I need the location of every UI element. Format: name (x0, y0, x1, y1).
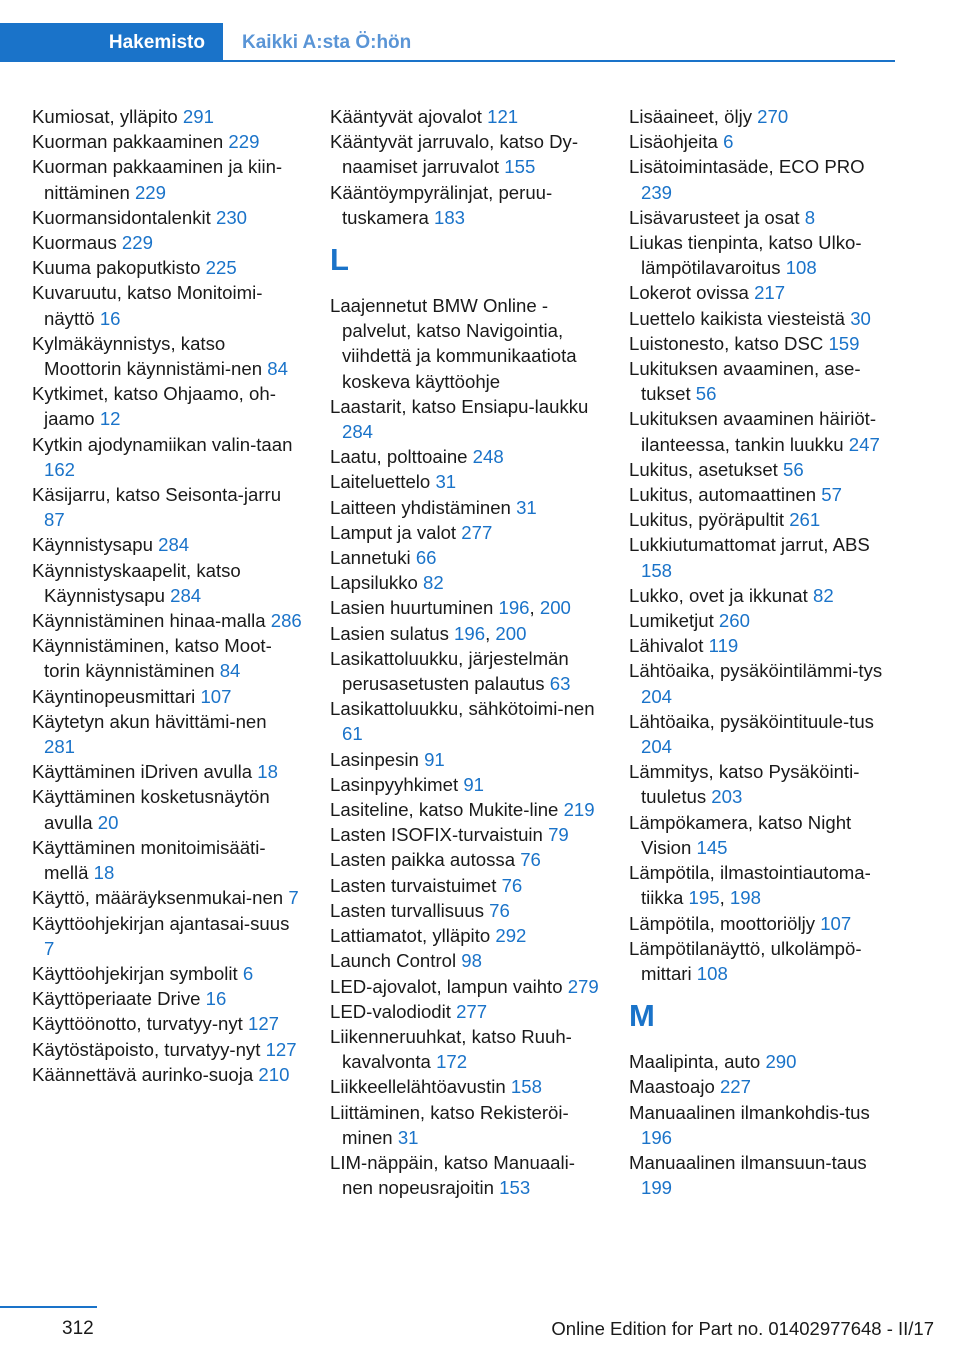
index-entry (330, 747, 600, 772)
entry-text: Manuaalinen ilmansuun-taus (629, 1151, 867, 1173)
page-link[interactable]: 119 (708, 635, 739, 657)
entry-text: Lasten turvaistuimet (330, 874, 502, 896)
page-link[interactable]: 183 (433, 206, 466, 228)
index-entry (32, 633, 302, 683)
index-entry (629, 331, 899, 356)
entry-text: Lasinpesin (330, 748, 425, 770)
entry-text: Kumiosat, ylläpito (32, 106, 183, 127)
index-entry: Lämpötila, ilmastointiautoma-tiikka 195, 198 (629, 862, 871, 909)
page-link[interactable]: 291 (182, 106, 214, 127)
entry-text: Liikenneruuhkat, katso Ruuh-kavalvonta (330, 1025, 572, 1073)
index-entry: Lasien huurtuminen 196, 200 (330, 597, 571, 619)
page-link[interactable]: 284 (342, 421, 374, 443)
index-entry (330, 999, 600, 1024)
entry-text: Käyttöönotto, turvatyy-nyt (32, 1013, 248, 1035)
index-entry (330, 293, 600, 394)
page-link[interactable]: 18 (257, 761, 278, 783)
index-entry (32, 911, 302, 961)
page-link[interactable]: 286 (270, 610, 302, 632)
index-entry (629, 1150, 899, 1200)
entry-text: Laastarit, katso Ensiapu-laukku (330, 395, 589, 417)
index-entry (330, 1074, 600, 1099)
entry-text: Lukituksen avaaminen, ase-tukset (629, 358, 861, 405)
entry-text: Lähtöaika, pysäköintituule-tus (629, 710, 874, 732)
entry-text: Liukas tienpinta, katso Ulko-lämpötilavaroitus (629, 232, 862, 279)
entry-text: Kytkimet, katso Ohjaamo, oh-jaamo (32, 383, 276, 430)
page-link[interactable]: 248 (472, 446, 504, 468)
header-tabs (0, 23, 895, 62)
entry-text: Käsijarru, katso Seisonta-jarru (32, 484, 282, 506)
page-number-rule (0, 1306, 97, 1308)
page-link[interactable]: 199 (641, 1177, 673, 1199)
index-entry (32, 558, 302, 608)
page-link[interactable]: 30 (850, 307, 871, 329)
page-link[interactable]: 84 (219, 660, 241, 682)
index-entry (330, 772, 600, 797)
entry-text: Lannetuki (330, 547, 416, 569)
index-entry (330, 923, 600, 948)
page-link[interactable]: 121 (487, 106, 519, 127)
index-entry (629, 306, 899, 331)
entry-text: Luettelo kaikista viesteistä (629, 307, 851, 329)
page-link[interactable]: 277 (461, 521, 493, 543)
entry-text: Lamput ja valot (330, 521, 462, 543)
page-link[interactable]: 195 (688, 887, 720, 909)
index-letter-heading: L (330, 242, 349, 278)
page-link[interactable]: 229 (134, 181, 166, 203)
page-link[interactable]: 6 (723, 131, 734, 153)
entry-text: Käyttäminen kosketusnäytön avulla (32, 786, 270, 833)
tab-hakemisto[interactable]: Hakemisto (0, 23, 223, 62)
page-link[interactable]: 127 (265, 1038, 297, 1060)
index-entry (629, 1074, 899, 1099)
index-entry (32, 205, 302, 230)
page-link[interactable]: 6 (242, 962, 254, 984)
index-entry (629, 911, 899, 936)
entry-text: LIM-näppäin, katso Manuaali-nen nopeusrajoitin (330, 1151, 575, 1199)
index-entry (629, 1049, 899, 1074)
index-entry (330, 129, 600, 179)
index-entry (629, 154, 899, 204)
index-entry (32, 331, 302, 381)
page-link[interactable]: 200 (539, 597, 571, 619)
entry-text: LED-ajovalot, lampun vaihto (330, 975, 568, 997)
index-column-3 (629, 104, 899, 1200)
page-link[interactable]: 107 (200, 685, 232, 707)
entry-text: Lisävarusteet ja osat (629, 206, 805, 228)
edition-footer: Online Edition for Part no. 01402977648 - II/17 (551, 1318, 934, 1339)
index-entry (330, 545, 600, 570)
entry-text: Liittäminen, katso Rekisteröi-minen (330, 1101, 569, 1148)
entry-text: Lämpötilanäyttö, ulkolämpö-mittari (629, 937, 862, 984)
entry-text: Launch Control (330, 950, 462, 972)
page-link[interactable]: 16 (205, 988, 227, 1010)
page-link[interactable]: 31 (516, 496, 537, 518)
page-link[interactable]: 66 (415, 547, 437, 569)
entry-text: Lämmitys, katso Pysäköinti-tuuletus (629, 761, 860, 808)
page-link[interactable]: 56 (783, 458, 804, 480)
index-entry (32, 381, 302, 431)
entry-text: Lähivalot (629, 635, 709, 657)
page-link[interactable]: 270 (757, 106, 789, 127)
index-column-1 (32, 104, 302, 1087)
page-link[interactable]: 261 (789, 509, 821, 531)
index-entry (32, 255, 302, 280)
index-entry (629, 205, 899, 230)
entry-text: Käytöstäpoisto, turvatyy-nyt (32, 1038, 266, 1060)
page-link[interactable]: 91 (463, 773, 485, 795)
entry-text: Lasien huurtuminen (330, 597, 499, 619)
index-entry (32, 986, 302, 1011)
entry-text: Lukitus, pyöräpultit (629, 509, 790, 531)
entry-text: Lasten turvallisuus (330, 899, 490, 921)
entry-text: Käytetyn akun hävittämi-nen (32, 710, 267, 732)
entry-text: Liikkeellelähtöavustin (330, 1076, 511, 1098)
page-link[interactable]: 155 (504, 156, 536, 178)
page-link[interactable]: 20 (97, 811, 119, 833)
page-link[interactable]: 87 (44, 509, 65, 531)
entry-text: Lattiamatot, ylläpito (330, 925, 496, 947)
index-entry (629, 583, 899, 608)
entry-text: Käyttöohjekirjan ajantasai-suus (32, 912, 290, 934)
entry-text: Laitteen yhdistäminen (330, 496, 517, 518)
page-link[interactable]: 260 (718, 610, 750, 632)
page-link[interactable]: 172 (436, 1051, 468, 1073)
index-entry (330, 948, 600, 973)
page-link[interactable]: 247 (848, 433, 880, 455)
entry-text: LED-valodiodit (330, 1000, 457, 1022)
page-link[interactable]: 16 (99, 307, 121, 329)
index-entry (629, 1100, 899, 1150)
entry-text: Lasten paikka autossa (330, 849, 521, 871)
page-link[interactable]: 61 (342, 723, 363, 745)
entry-text: Maalipinta, auto (629, 1051, 766, 1073)
entry-text: Kytkin ajodynamiikan valin-taan (32, 433, 293, 455)
index-entry (629, 230, 899, 280)
page-link[interactable]: 82 (812, 584, 834, 606)
entry-text: Kuvaruutu, katso Monitoimi-näyttö (32, 282, 263, 329)
entry-text: Lasikattoluukku, järjestelmän perusasetusten palautus (330, 647, 569, 695)
index-entry (629, 936, 899, 986)
index-entry (32, 759, 302, 784)
page-link[interactable]: 108 (696, 962, 728, 984)
index-entry (32, 961, 302, 986)
entry-text: Lämpötila, moottoriöljy (629, 912, 821, 934)
page-link[interactable]: 281 (44, 736, 76, 758)
index-entry (330, 898, 600, 923)
page-link[interactable]: 8 (804, 206, 816, 228)
page-link[interactable]: 158 (510, 1076, 542, 1098)
page-link[interactable]: 153 (499, 1177, 531, 1199)
page-link[interactable]: 76 (489, 899, 510, 921)
page-link[interactable]: 76 (520, 849, 541, 871)
page-link[interactable]: 91 (424, 748, 445, 770)
entry-text: Laatu, polttoaine (330, 446, 473, 468)
index-entry (32, 1037, 302, 1062)
index-entry (629, 532, 899, 582)
entry-text: Käyttöperiaate Drive (32, 988, 206, 1010)
page-link[interactable]: 229 (228, 131, 260, 153)
index-entry (330, 1100, 600, 1150)
page-link[interactable]: 82 (423, 572, 444, 594)
page-link[interactable]: 162 (44, 458, 76, 480)
entry-text: Laiteluettelo (330, 471, 436, 493)
index-column-2 (330, 104, 600, 1200)
page-link[interactable]: 277 (456, 1000, 488, 1022)
entry-text: Käyttö, määräyksenmukai-nen (32, 887, 289, 909)
entry-text: Lukkiutumattomat jarrut, ABS (629, 534, 870, 556)
page-link[interactable]: 158 (641, 559, 673, 581)
page-link[interactable]: 31 (397, 1126, 419, 1148)
index-entry (32, 1011, 302, 1036)
index-entry (629, 104, 899, 129)
index-entry: Lasien sulatus 196, 200 (330, 622, 527, 644)
page-link[interactable]: 57 (821, 484, 842, 506)
entry-text: Lasien sulatus (330, 622, 455, 644)
entry-text: Lasten ISOFIX-turvaistuin (330, 824, 549, 846)
entry-text: Lämpökamera, katso Night Vision (629, 811, 852, 858)
page-link[interactable]: 203 (711, 786, 743, 808)
page-link[interactable]: 225 (205, 257, 237, 279)
page-link[interactable]: 204 (641, 736, 673, 758)
entry-text: Lämpötila, ilmastointiautoma-tiikka (629, 862, 871, 909)
index-entry (330, 1150, 600, 1200)
index-entry (629, 457, 899, 482)
index-entry (32, 104, 302, 129)
page-link[interactable]: 56 (695, 383, 717, 405)
entry-text: Lasinpyyhkimet (330, 773, 464, 795)
page-link[interactable]: 18 (93, 862, 115, 884)
page-link[interactable]: 198 (729, 887, 761, 909)
page-link[interactable]: 108 (785, 257, 817, 279)
index-entry (330, 847, 600, 872)
page-link[interactable]: 210 (258, 1063, 290, 1085)
index-entry (629, 658, 899, 708)
entry-text: Kääntyvät jarruvalo, katso Dy-naamiset jarruvalot (330, 131, 579, 178)
index-entry (629, 356, 899, 406)
entry-text: Lisäohjeita (629, 131, 724, 153)
page-link[interactable]: 84 (267, 358, 288, 380)
index-entry (330, 104, 600, 129)
page-link[interactable]: 7 (44, 937, 55, 959)
index-entry (629, 633, 899, 658)
page-link[interactable]: 12 (99, 408, 121, 430)
entry-text: Käyttäminen iDriven avulla (32, 761, 258, 783)
index-entry (330, 180, 600, 230)
entry-text: Lähtöaika, pysäköintilämmi-tys (629, 660, 883, 682)
page-link[interactable]: 292 (495, 925, 527, 947)
entry-text: Lokerot ovissa (629, 282, 755, 304)
page-link[interactable]: 200 (495, 622, 527, 644)
index-entry (32, 129, 302, 154)
page-link[interactable]: 196 (498, 597, 530, 619)
entry-text: Käynnistäminen hinaa-malla (32, 610, 271, 632)
tab-kaikki-a-o[interactable]: Kaikki A:sta Ö:hön (242, 31, 412, 53)
index-entry (32, 280, 302, 330)
entry-text: Käyttöohjekirjan symbolit (32, 962, 243, 984)
page-link[interactable]: 284 (158, 534, 190, 556)
index-entry (629, 810, 899, 860)
page-link[interactable]: 227 (719, 1076, 751, 1098)
entry-text: Käynnistyskaapelit, katso Käynnistysapu (32, 559, 241, 606)
index-entry (32, 885, 302, 910)
entry-text: Lasiteline, katso Mukite-line (330, 799, 564, 821)
entry-text: Manuaalinen ilmankohdis-tus (629, 1101, 870, 1123)
entry-text: Kuormaus (32, 232, 122, 254)
page-link[interactable]: 159 (828, 332, 860, 354)
entry-text: Kuuma pakoputkisto (32, 257, 206, 279)
header-divider (223, 60, 895, 62)
entry-text: Luistonesto, katso DSC (629, 332, 829, 354)
index-entry (629, 608, 899, 633)
index-entry (32, 709, 302, 759)
page-link[interactable]: 98 (461, 950, 482, 972)
index-entry (330, 469, 600, 494)
entry-text: Laajennetut BMW Online -palvelut, katso Navigointia, viihdettä ja kommunikaatiota koskeva käyttöohje (330, 295, 577, 392)
entry-text: Kylmäkäynnistys, katso Moottorin käynnistämi-nen (32, 332, 268, 380)
index-entry (32, 482, 302, 532)
index-entry (629, 507, 899, 532)
entry-text: Lapsilukko (330, 572, 424, 594)
entry-text: Lumiketjut (629, 610, 719, 632)
page-link[interactable]: 196 (641, 1126, 673, 1148)
index-entry (330, 1024, 600, 1074)
index-entry (330, 974, 600, 999)
entry-text: Lukituksen avaaminen häiriöt-ilanteessa, tankin luukku (629, 408, 877, 455)
entry-text: Käynnistysapu (32, 534, 159, 556)
entry-text: Lukitus, automaattinen (629, 484, 822, 506)
entry-text: Käynnistäminen, katso Moot-torin käynnistäminen (32, 635, 272, 682)
index-entry (330, 646, 600, 696)
index-entry (629, 482, 899, 507)
page-link[interactable]: 279 (567, 975, 599, 997)
entry-text: Lisätoimintasäde, ECO PRO (629, 156, 865, 178)
page-link[interactable]: 219 (563, 799, 595, 821)
page-link[interactable]: 7 (288, 887, 299, 909)
page-link[interactable]: 290 (765, 1051, 797, 1073)
entry-text: Lasikattoluukku, sähkötoimi-nen (330, 698, 595, 720)
page-link[interactable]: 229 (121, 232, 153, 254)
index-entry (32, 835, 302, 885)
index-entry (330, 822, 600, 847)
index-entry (32, 684, 302, 709)
index-entry (629, 129, 899, 154)
entry-text: Maastoajo (629, 1076, 720, 1098)
page-link[interactable]: 127 (248, 1013, 280, 1035)
entry-text: Lisäaineet, öljy (629, 106, 758, 127)
page-link[interactable]: 145 (696, 836, 728, 858)
index-entry (32, 230, 302, 255)
page-link[interactable]: 196 (454, 622, 486, 644)
entry-text: Kuormansidontalenkit (32, 206, 216, 228)
page-link[interactable]: 79 (548, 824, 569, 846)
page-link[interactable]: 239 (641, 181, 673, 203)
index-entry (32, 784, 302, 834)
index-entry (32, 432, 302, 482)
index-letter-heading: M (629, 998, 655, 1034)
index-entry (629, 759, 899, 809)
entry-text: Kuorman pakkaaminen (32, 131, 229, 153)
entry-text: Käyttäminen monitoimisääti-mellä (32, 836, 266, 884)
page-link[interactable]: 284 (170, 584, 202, 606)
index-entry (32, 532, 302, 557)
index-entry (330, 873, 600, 898)
page-link[interactable]: 31 (435, 471, 457, 493)
index-entry (629, 406, 899, 456)
index-entry (629, 709, 899, 759)
index-entry (330, 394, 600, 444)
page-number: 312 (62, 1318, 94, 1339)
entry-text: Kääntyvät ajovalot (330, 106, 488, 127)
page-link[interactable]: 76 (501, 874, 523, 896)
page-link[interactable]: 230 (215, 206, 248, 228)
index-entry (32, 1062, 302, 1087)
page-link[interactable]: 63 (549, 673, 571, 695)
index-entry (330, 570, 600, 595)
index-entry (330, 520, 600, 545)
index-entry (330, 696, 600, 746)
entry-text: Lukko, ovet ja ikkunat (629, 584, 813, 606)
index-entry (330, 444, 600, 469)
index-entry (330, 495, 600, 520)
index-entry (32, 154, 302, 204)
page-link[interactable]: 107 (820, 912, 852, 934)
entry-text: Käännettävä aurinko-suoja (32, 1063, 259, 1085)
page-link[interactable]: 217 (754, 282, 786, 304)
page-link[interactable]: 204 (641, 685, 673, 707)
index-entry (32, 608, 302, 633)
index-entry (629, 280, 899, 305)
entry-text: Kuorman pakkaaminen ja kiin-nittäminen (32, 156, 283, 203)
entry-text: Käyntinopeusmittari (32, 685, 201, 707)
entry-text: Kääntöympyrälinjat, peruu-tuskamera (330, 181, 553, 228)
entry-text: Lukitus, asetukset (629, 458, 783, 480)
index-entry (330, 797, 600, 822)
